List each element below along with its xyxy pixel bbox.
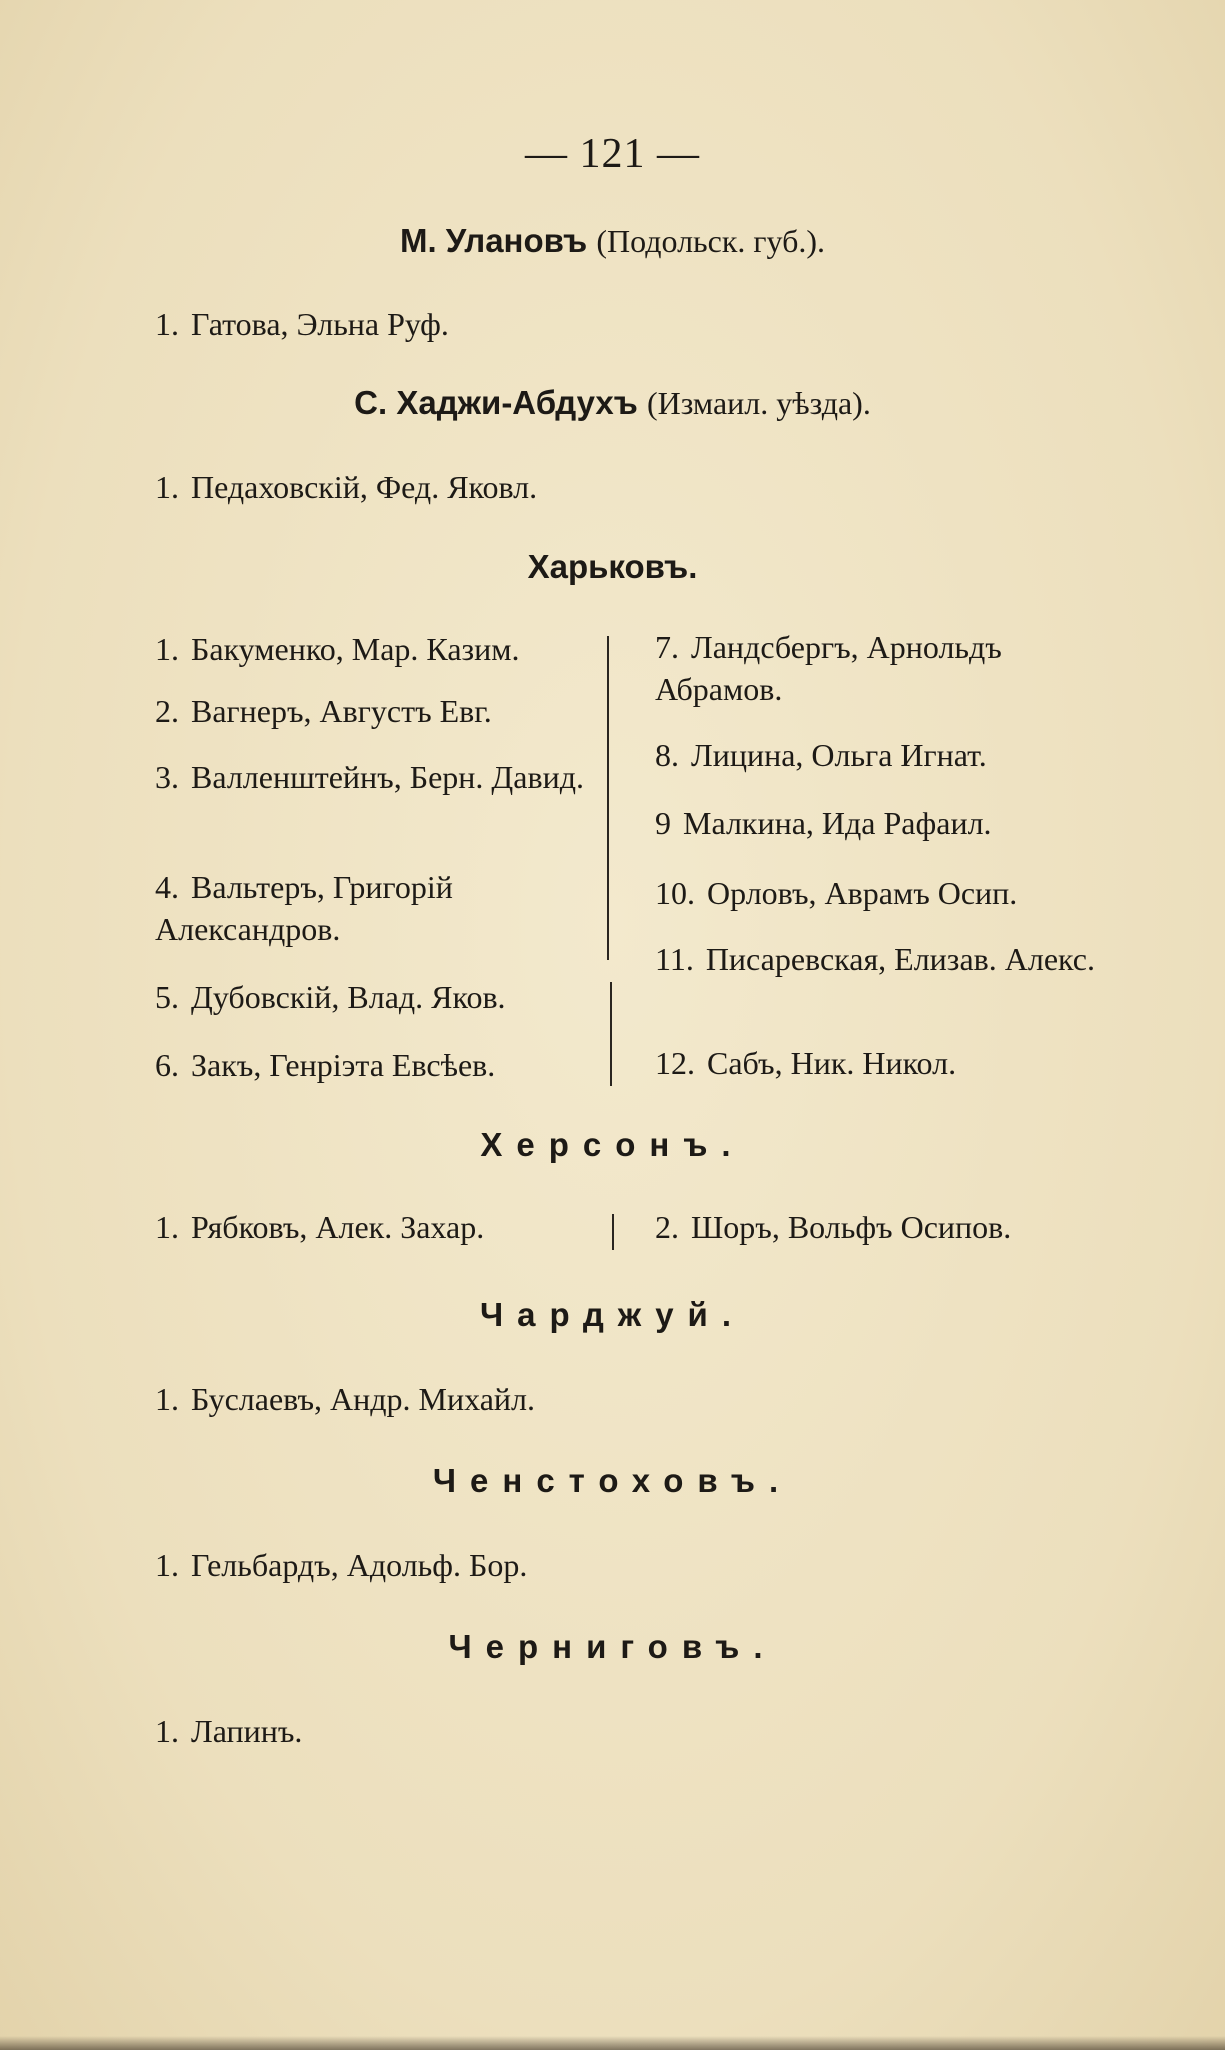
list-item	[155, 1206, 484, 1248]
list-item	[155, 303, 449, 345]
list-item	[155, 690, 492, 732]
entry-name: Гатова, Эльна Руф.	[191, 306, 449, 342]
entry-number: 7.	[655, 629, 679, 665]
entry-name: Бакуменко, Мар. Казим.	[191, 631, 520, 667]
list-item	[655, 626, 1065, 710]
entry-name: Закъ, Генріэта Евсѣев.	[191, 1047, 496, 1083]
entry-number: 6.	[155, 1047, 179, 1083]
entry-number: 8.	[655, 737, 679, 773]
column-divider	[612, 1214, 614, 1250]
section-title: Херсонъ.	[480, 1126, 745, 1163]
entry-number: 12.	[655, 1045, 695, 1081]
section-heading-chernigov	[0, 1628, 1225, 1666]
list-item	[655, 1042, 956, 1084]
list-item	[155, 466, 537, 508]
entry-name: Вагнеръ, Августъ Евг.	[191, 693, 492, 729]
entry-number: 1.	[155, 306, 179, 342]
list-item	[655, 938, 1095, 980]
list-item	[155, 756, 595, 798]
entry-name: Валленштейнъ, Берн. Давид.	[191, 759, 584, 795]
entry-name: Ландсбергъ, Арнольдъ Абрамов.	[655, 629, 1002, 707]
section-subtitle: (Подольск. губ.).	[596, 223, 826, 259]
section-title: Ченстоховъ.	[432, 1462, 793, 1499]
entry-number: 10.	[655, 875, 695, 911]
entry-number: 2.	[655, 1209, 679, 1245]
entry-number: 1.	[155, 1209, 179, 1245]
section-title: С. Хаджи-Абдухъ	[354, 384, 638, 421]
list-item	[155, 1544, 527, 1586]
section-title: М. Улановъ	[399, 222, 588, 259]
entry-number: 5.	[155, 979, 179, 1015]
list-item	[155, 976, 506, 1018]
section-subtitle: (Измаил. уѣзда).	[646, 385, 871, 421]
entry-number: 2.	[155, 693, 179, 729]
section-heading-chardzhuy	[0, 1296, 1225, 1334]
entry-name: Рябковъ, Алек. Захар.	[191, 1209, 485, 1245]
entry-name: Малкина, Ида Рафаил.	[683, 805, 992, 841]
list-item	[155, 866, 595, 950]
list-item	[155, 1378, 535, 1420]
section-title: Чарджуй.	[479, 1296, 746, 1333]
entry-number: 1.	[155, 631, 179, 667]
list-item	[655, 734, 987, 776]
entry-name: Сабъ, Ник. Никол.	[707, 1045, 957, 1081]
entry-number: 9	[655, 805, 671, 841]
entry-number: 1.	[155, 1547, 179, 1583]
entry-name: Орловъ, Аврамъ Осип.	[707, 875, 1018, 911]
list-item	[655, 872, 1017, 914]
entry-name: Шоръ, Вольфъ Осипов.	[691, 1209, 1012, 1245]
entry-name: Вальтеръ, Григорій Александров.	[155, 869, 453, 947]
list-item	[155, 1044, 495, 1086]
section-heading-ulanov	[0, 222, 1225, 260]
list-item	[655, 1206, 1011, 1248]
entry-number: 1.	[155, 469, 179, 505]
section-title: Харьковъ.	[527, 548, 698, 585]
entry-name: Лапинъ.	[191, 1713, 303, 1749]
entry-number: 4.	[155, 869, 179, 905]
entry-name: Гельбардъ, Адольф. Бор.	[191, 1547, 528, 1583]
list-item	[155, 1710, 302, 1752]
entry-name: Писаревская, Елизав. Алекс.	[705, 941, 1095, 977]
column-divider	[607, 636, 609, 960]
section-title: Черниговъ.	[448, 1628, 777, 1665]
section-heading-hadzhi	[0, 384, 1225, 422]
section-heading-kharkov	[0, 548, 1225, 586]
section-heading-kherson	[0, 1126, 1225, 1164]
entry-name: Дубовскій, Влад. Яков.	[191, 979, 506, 1015]
entry-number: 11.	[655, 941, 694, 977]
entry-name: Буслаевъ, Андр. Михайл.	[191, 1381, 535, 1417]
section-heading-chenstokhov	[0, 1462, 1225, 1500]
column-divider	[610, 982, 612, 1086]
list-item	[655, 802, 992, 844]
entry-number: 1.	[155, 1713, 179, 1749]
page-number: — 121 —	[525, 131, 700, 177]
entry-number: 3.	[155, 759, 179, 795]
entry-name: Педаховскій, Фед. Яковл.	[191, 469, 538, 505]
entry-number: 1.	[155, 1381, 179, 1417]
list-item	[155, 628, 520, 670]
page-edge-shadow	[0, 2036, 1225, 2050]
entry-name: Лицина, Ольга Игнат.	[691, 737, 987, 773]
